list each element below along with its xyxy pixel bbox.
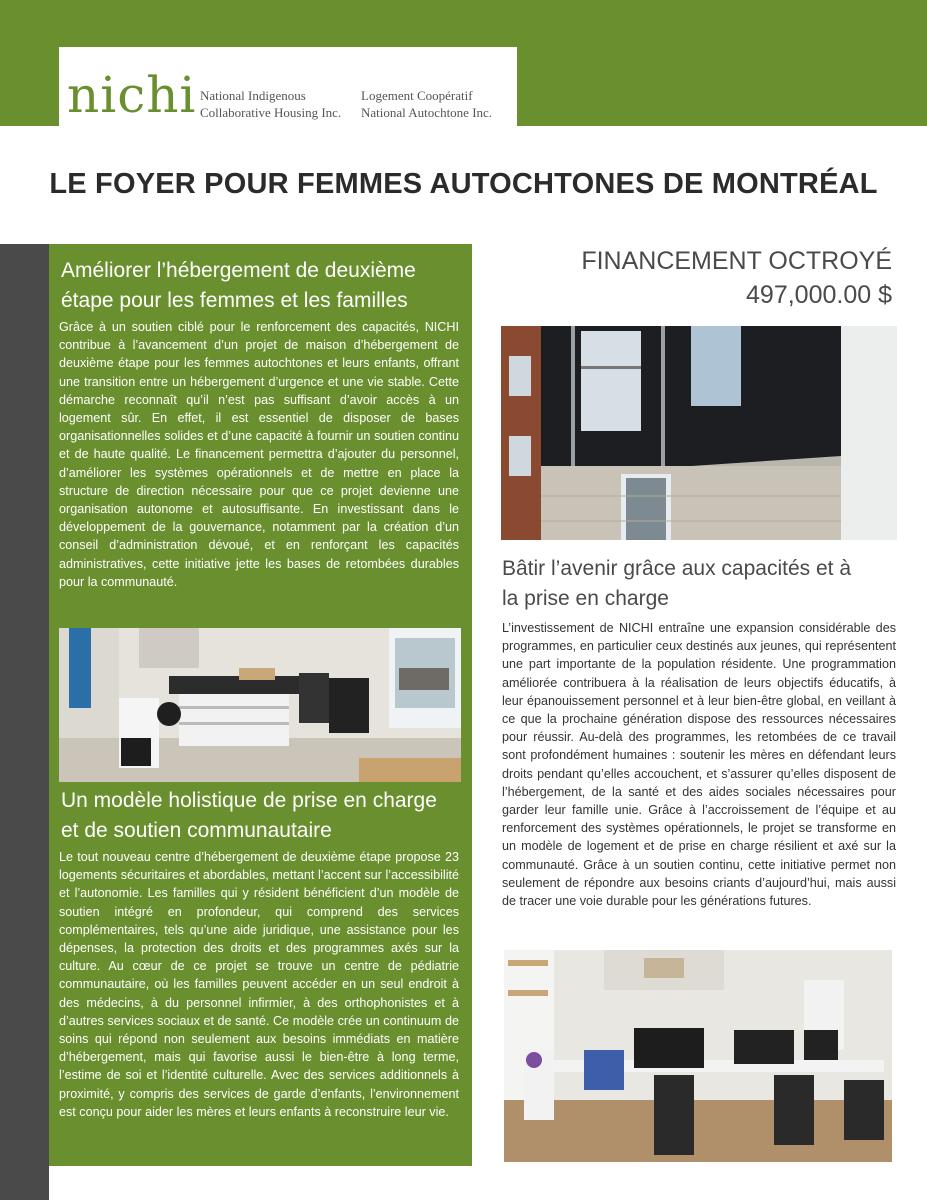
building-exterior-photo [501,326,897,540]
section-3-title-line2: la prise en charge [502,587,669,610]
section-2-body: Le tout nouveau centre d’hébergement de deuxième étape propose 23 logements sécuritaires et abordables, mettant l’accent sur l’accessibilité et l’autonomie. Les familles qui y résident bénéficient d’un modèle de soutien intégré en profondeur, qui comprend des services complémentaires, tels qu’une aide juridique, une assistance pour les dépenses, la protection des droits et des programmes axés sur la culture. Au cœur de ce projet se trouve un centre de pédiatrie communautaire, où les familles peuvent accéder en un seul endroit à des médecins, à du personnel infirmier, à des orthophonistes et à d’autres services sociaux et de santé. Ce modèle crée un continuum de soins qui répond non seulement aux besoins immédiats en matière d’hébergement, mais qui favorise aussi le bien-être à long terme, l’estime de soi et l’identité culturelle. Avec des services additionnels à proximité, y compris des services de garde d’enfants, l’environnement est conçu pour aider les mères et leurs enfants à reconstruire leur vie. [59,850,459,1119]
logo-english-line2: Collaborative Housing Inc. [200,105,342,120]
office-photo [504,950,892,1162]
funding-label: FINANCEMENT OCTROYÉ [581,247,892,275]
logo-french-line2: National Autochtone Inc. [361,105,493,120]
side-accent-bar [0,244,49,1200]
clinic-room-photo [59,628,461,782]
logo-english-line1: National Indigenous [200,88,306,103]
section-2-title-line1: Un modèle holistique de prise en charge [61,789,437,812]
section-1-title-line1: Améliorer l’hébergement de deuxième [61,259,416,282]
section-3-body: L’investissement de NICHI entraîne une expansion considérable des programmes, en particulier ceux destinés aux jeunes, qui représentent une part importante de la population résidente. Une programmation améliorée contribuera à la réalisation de leurs objectifs éducatifs, à leur épanouissement personnel et à leur bien-être global, en veillant à ce que la prochaine génération dispose des ressources nécessaires pour réussir. Au-delà des programmes, les retombées de ce travail sont profondément humaines : soutenir les mères en défendant leurs droits pendant qu’elles accouchent, et s’assurer qu’elles disposent de l’hébergement, de la santé et des aides sociales nécessaires pour garder leur famille unie. Grâce à l’accroissement de l’équipe et au renforcement des systèmes opérationnels, le projet se transforme en un modèle de logement et de prise en charge résilient et axé sur la communauté. Grâce à un soutien continu, cette initiative permet non seulement de répondre aux besoins criants d’aujourd’hui, mais aussi de tracer une voie durable pour les générations futures. [502,621,896,909]
section-2-title-line2: et de soutien communautaire [61,819,332,842]
section-3-title [502,554,851,614]
section-3-title-line1: Bâtir l’avenir grâce aux capacités et à [502,557,852,580]
nichi-logo [59,47,517,126]
page-title: LE FOYER POUR FEMMES AUTOCHTONES DE MONTRÉAL [49,168,878,200]
funding-block [581,244,892,312]
funding-amount: 497,000.00 $ [746,281,892,309]
section-1-title-line2: étape pour les femmes et les familles [61,289,408,312]
left-column [49,244,472,1166]
logo-english-name [200,87,341,121]
logo-french-line1: Logement Coopératif [361,88,473,103]
logo-wordmark: nichi [67,66,197,124]
section-1-body: Grâce à un soutien ciblé pour le renforcement des capacités, NICHI contribue à l’avancement d’un projet de maison d’hébergement de deuxième étape pour les femmes autochtones et leurs enfants, offrant une transition entre un hébergement d’urgence et une vie stable. Cette démarche reconnaît qu’il n’est pas suffisant d’avoir accès à un logement sûr. En effet, il est essentiel de disposer de bases organisationnelles solides et d’une capacité à fournir un soutien continu et de haute qualité. Le financement permettra d’ajouter du personnel, d’améliorer les systèmes opérationnels et de mettre en place la structure de direction nécessaire pour que ce projet devienne une organisation autonome et autosuffisante. En investissant dans le développement de la gouvernance, notamment par la création d’un conseil d’administration dévoué, et en renforçant les capacités administratives, cette initiative jette les bases de retombées durables pour la communauté. [59,320,459,589]
section-1-title [61,256,416,316]
section-2-title [61,786,437,846]
logo-french-name [361,87,492,121]
